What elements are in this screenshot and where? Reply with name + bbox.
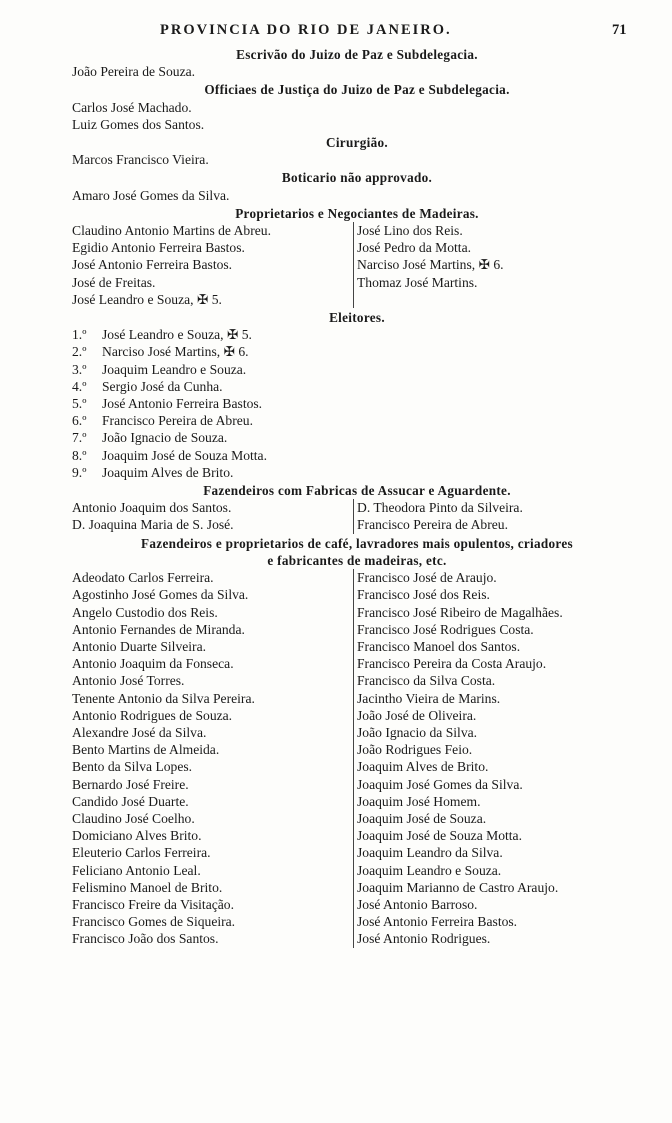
list-item: Narciso José Martins, ✠ 6. [357,257,504,273]
list-item: José Antonio Barroso. [357,896,478,912]
left-column [72,499,353,533]
list-item: Antonio Duarte Silveira. [72,638,207,654]
list-item [72,326,642,343]
left-column [72,569,353,947]
list-item: D. Theodora Pinto da Silveira. [357,500,523,516]
list-item: Amaro José Gomes da Silva. [72,187,230,203]
elector-number: 8.º [72,447,87,463]
list-item: Adeodato Carlos Ferreira. [72,570,214,586]
list-item: Francisco Manoel dos Santos. [357,638,521,654]
right-column [353,222,504,308]
list-item: João Ignacio da Silva. [357,724,478,740]
list-item: Francisco José de Araujo. [357,570,497,586]
list-item: Joaquim José de Souza Motta. [357,828,522,844]
list-item [72,412,642,429]
list-item: João Rodrigues Feio. [357,742,473,758]
elector-number: 7.º [72,430,87,446]
elector-list [72,326,642,481]
left-column [72,222,353,308]
list-item: Feliciano Antonio Leal. [72,862,201,878]
list-item: Francisco José Ribeiro de Magalhães. [357,604,563,620]
elector-name: João Ignacio de Souza. [102,430,228,446]
list-item: Antonio Joaquim da Fonseca. [72,656,234,672]
list-item: Joaquim Alves de Brito. [357,759,489,775]
elector-name: Joaquim Alves de Brito. [102,464,234,480]
section-heading-eleitores: Eleitores. [329,310,385,326]
list-item: Francisco José Rodrigues Costa. [357,621,534,637]
elector-name: Narciso José Martins, ✠ 6. [102,344,249,360]
elector-number: 9.º [72,464,87,480]
list-item: Joaquim José Gomes da Silva. [357,776,523,792]
list-item: Antonio José Torres. [72,673,185,689]
section-heading-fazendeiros-cafe-cont: e fabricantes de madeiras, etc. [267,552,447,568]
elector-name: Sergio José da Cunha. [102,378,223,394]
list-item: Bernardo José Freire. [72,776,189,792]
list-item: Joaquim Leandro da Silva. [357,845,503,861]
section-heading-proprietarios: Proprietarios e Negociantes de Madeiras. [235,205,479,221]
list-item: José Lino dos Reis. [357,223,463,239]
two-column-list-fazendeiros-cafe [72,569,642,947]
section-heading-fazendeiros-assucar: Fazendeiros com Fabricas de Assucar e Aguardente. [203,483,511,499]
list-item: Marcos Francisco Vieira. [72,152,209,168]
list-item: Claudino José Coelho. [72,810,195,826]
list-item: Alexandre José da Silva. [72,724,207,740]
elector-name: Joaquim José de Souza Motta. [102,447,267,463]
section-heading-fazendeiros-cafe: Fazendeiros e proprietarios de café, lavradores mais opulentos, criadores [141,535,573,551]
elector-number: 1.º [72,327,87,343]
list-item: Bento da Silva Lopes. [72,759,193,775]
right-column [353,569,563,947]
list-item: D. Joaquina Maria de S. José. [72,517,234,533]
list-item: Domiciano Alves Brito. [72,828,202,844]
section-heading-boticario: Boticario não approvado. [281,170,433,186]
list-item: José Antonio Ferreira Bastos. [357,914,518,930]
list-item: Jacintho Vieira de Marins. [357,690,501,706]
elector-number: 2.º [72,344,87,360]
list-item: Francisco Freire da Visitação. [72,896,235,912]
list-item: Bento Martins de Almeida. [72,742,220,758]
list-item: Francisco João dos Santos. [72,931,219,947]
list-item: Francisco da Silva Costa. [357,673,496,689]
elector-name: José Antonio Ferreira Bastos. [102,396,263,412]
list-item: José Pedro da Motta. [357,240,472,256]
page-title: PROVINCIA DO RIO DE JANEIRO. [160,22,452,38]
elector-number: 6.º [72,413,87,429]
list-item: Francisco Pereira da Costa Araujo. [357,656,547,672]
list-item [72,447,642,464]
list-item: Francisco José dos Reis. [357,587,490,603]
list-item: Joaquim Leandro e Souza. [357,862,502,878]
list-item: João Pereira de Souza. [72,64,196,80]
list-item: José de Freitas. [72,274,156,290]
list-item: Angelo Custodio dos Reis. [72,604,218,620]
list-item [72,378,642,395]
page-body [72,45,642,948]
list-item: Eleuterio Carlos Ferreira. [72,845,211,861]
elector-number: 5.º [72,396,87,412]
list-item: Tenente Antonio da Silva Pereira. [72,690,255,706]
list-item: Antonio Fernandes de Miranda. [72,621,245,637]
list-item: Claudino Antonio Martins de Abreu. [72,223,271,239]
list-item: Thomaz José Martins. [357,274,478,290]
list-item: Joaquim Marianno de Castro Araujo. [357,879,559,895]
list-item: Francisco Pereira de Abreu. [357,517,508,533]
elector-number: 3.º [72,361,87,377]
list-item: José Leandro e Souza, ✠ 5. [72,291,222,307]
running-header [0,22,672,44]
list-item [72,395,642,412]
list-item: José Antonio Rodrigues. [357,931,491,947]
list-item [72,464,642,481]
list-item [72,361,642,378]
list-item: Candido José Duarte. [72,793,189,809]
right-column [353,499,523,533]
section-heading-officiaes: Officiaes de Justiça do Juizo de Paz e Subdelegacia. [204,82,510,98]
list-item: Joaquim José Homem. [357,793,481,809]
list-item: Carlos José Machado. [72,99,192,115]
two-column-list-fazendeiros-assucar [72,499,642,533]
list-item: Agostinho José Gomes da Silva. [72,587,249,603]
list-item [72,343,642,360]
two-column-list-proprietarios [72,222,642,308]
elector-name: Joaquim Leandro e Souza. [102,361,247,377]
list-item: João José de Oliveira. [357,707,477,723]
list-item: Egidio Antonio Ferreira Bastos. [72,240,245,256]
section-heading-escrivao: Escrivão do Juizo de Paz e Subdelegacia. [236,47,478,62]
section-heading-cirurgiao: Cirurgião. [326,135,388,151]
page-number: 71 [612,22,627,38]
elector-name: José Leandro e Souza, ✠ 5. [102,327,252,343]
list-item: Antonio Joaquim dos Santos. [72,500,232,516]
list-item: Luiz Gomes dos Santos. [72,116,205,132]
list-item: Antonio Rodrigues de Souza. [72,707,233,723]
list-item [72,429,642,446]
list-item: José Antonio Ferreira Bastos. [72,257,233,273]
elector-number: 4.º [72,378,87,394]
list-item: Felismino Manoel de Brito. [72,879,223,895]
list-item: Francisco Gomes de Siqueira. [72,914,236,930]
list-item: Joaquim José de Souza. [357,810,487,826]
elector-name: Francisco Pereira de Abreu. [102,413,253,429]
